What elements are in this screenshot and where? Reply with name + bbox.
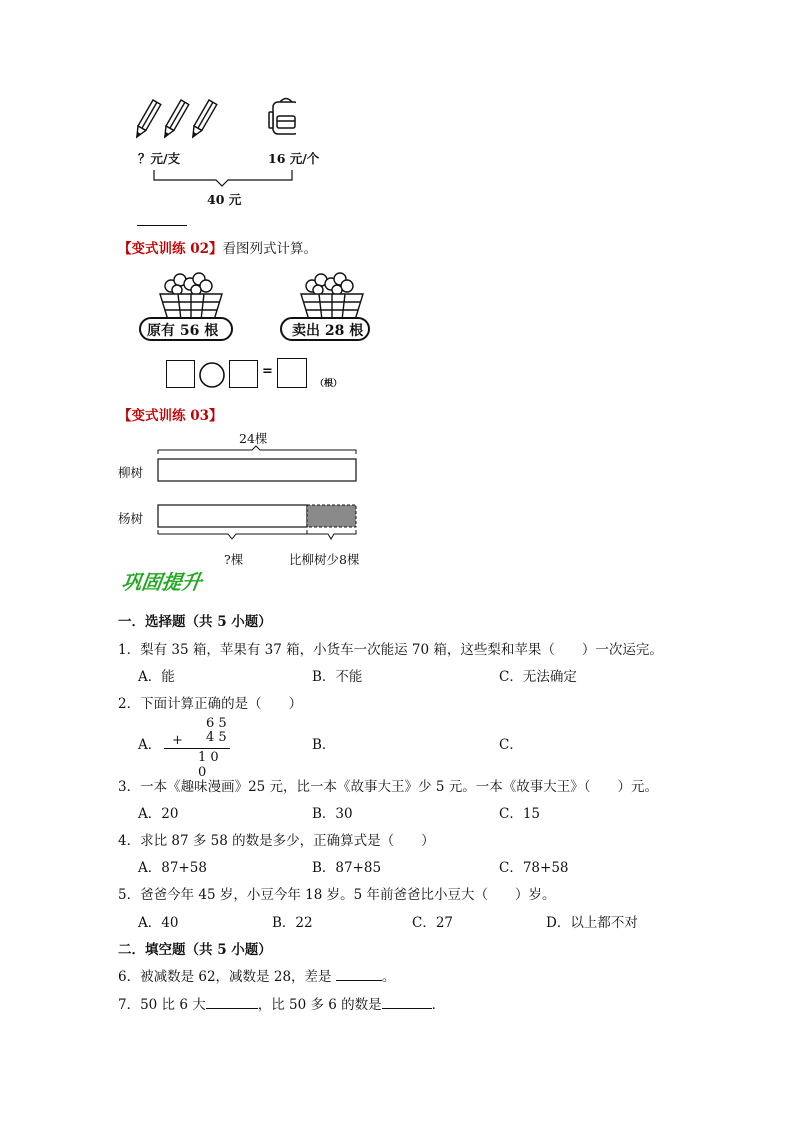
basket-1-label: 原有 56 根 — [147, 323, 219, 339]
question-2: 2．下面计算正确的是（ ） — [118, 696, 303, 712]
pencil-price: ？元/支 — [138, 151, 181, 166]
q5-option-b[interactable]: B．22 — [272, 915, 313, 931]
backpack-icon — [269, 99, 296, 135]
row-poplar: 杨树 — [118, 511, 144, 526]
q4-option-a[interactable]: A．87+58 — [138, 860, 207, 876]
bag-price: 16 元/个 — [268, 151, 320, 166]
section-title: 巩固提升 — [120, 570, 204, 594]
q1-option-c[interactable]: C．无法确定 — [499, 669, 577, 685]
part2-heading: 二．填空题（共 5 小题） — [118, 942, 272, 958]
q3-option-b[interactable]: B．30 — [312, 806, 353, 822]
answer-box-3[interactable] — [277, 358, 307, 388]
equals-sign: = — [262, 364, 273, 379]
row-willow: 柳树 — [118, 465, 144, 480]
unknown-count: ?棵 — [224, 552, 244, 567]
q4-option-b[interactable]: B．87+85 — [312, 860, 382, 876]
q7-answer-blank-1[interactable] — [206, 996, 258, 1009]
answer-line — [137, 225, 187, 226]
question-7 — [118, 993, 445, 1013]
variant-02-text: 看图列式计算。 — [222, 241, 317, 257]
q6-text: 6．被减数是 62，减数是 28，差是 — [118, 969, 332, 985]
pencil-icon — [136, 100, 217, 139]
q6-end: 。 — [381, 969, 396, 985]
q7-answer-blank-2[interactable] — [382, 996, 432, 1009]
willow-bar — [158, 459, 356, 481]
basket-icon — [301, 273, 363, 320]
total-price: 40 元 — [207, 192, 242, 207]
q5-option-c[interactable]: C．27 — [412, 915, 454, 931]
variant-02-line — [118, 237, 317, 257]
q1-option-b[interactable]: B．不能 — [312, 669, 363, 685]
q4-option-c[interactable]: C．78+58 — [499, 860, 569, 876]
total-trees: 24棵 — [239, 431, 268, 446]
sum-result: 1 0 0 — [198, 750, 219, 780]
q2-option-b[interactable]: B． — [312, 737, 336, 753]
poplar-bar — [158, 505, 307, 527]
part1-heading: 一．选择题（共 5 小题） — [118, 614, 272, 630]
q7-end: ． — [431, 997, 446, 1013]
unit-label: （根） — [315, 379, 343, 389]
q5-option-a[interactable]: A．40 — [138, 915, 179, 931]
q7-text: 7．50 比 6 大 — [118, 997, 206, 1013]
variant-02-label: 【变式训练 02】 — [118, 241, 223, 257]
q3-option-a[interactable]: A．20 — [138, 806, 179, 822]
question-3: 3．一本《趣味漫画》25 元，比一本《故事大王》少 5 元。一本《故事大王》（ ）元。 — [118, 779, 658, 795]
q5-option-d[interactable]: D．以上都不对 — [546, 915, 638, 931]
q1-option-a[interactable]: A．能 — [138, 669, 175, 685]
difference-label: 比柳树少8棵 — [289, 552, 360, 567]
question-5: 5．爸爸今年 45 岁，小豆今年 18 岁。5 年前爸爸比小豆大（ ）岁。 — [118, 887, 556, 903]
q7-text-mid: ，比 50 多 6 的数是 — [257, 997, 382, 1013]
answer-box-1[interactable] — [166, 360, 195, 388]
variant-03-label: 【变式训练 03】 — [118, 408, 223, 424]
q2-option-c[interactable]: C． — [499, 737, 523, 753]
q3-option-c[interactable]: C．15 — [499, 806, 541, 822]
poplar-gap — [307, 505, 356, 527]
tree-bar-diagram — [118, 426, 370, 568]
question-1: 1．梨有 35 箱，苹果有 37 箱，小货车一次能运 70 箱，这些梨和苹果（ ）一次运完。 — [118, 642, 663, 658]
question-6 — [118, 965, 395, 985]
addend-1: 6 5 — [206, 716, 227, 731]
plus-sign: + — [172, 733, 183, 748]
basket-2-label: 卖出 28 根 — [292, 323, 364, 339]
vertical-addition — [164, 716, 230, 780]
question-4: 4．求比 87 多 58 的数是多少，正确算式是（ ） — [118, 833, 435, 849]
sum-line — [164, 748, 230, 749]
basket-icon — [160, 273, 222, 320]
q2-option-a[interactable]: A． — [138, 737, 162, 753]
addend-2: 4 5 — [206, 730, 227, 745]
answer-box-2[interactable] — [229, 360, 258, 388]
operator-circle[interactable] — [198, 360, 228, 390]
q6-answer-blank[interactable] — [336, 968, 382, 981]
